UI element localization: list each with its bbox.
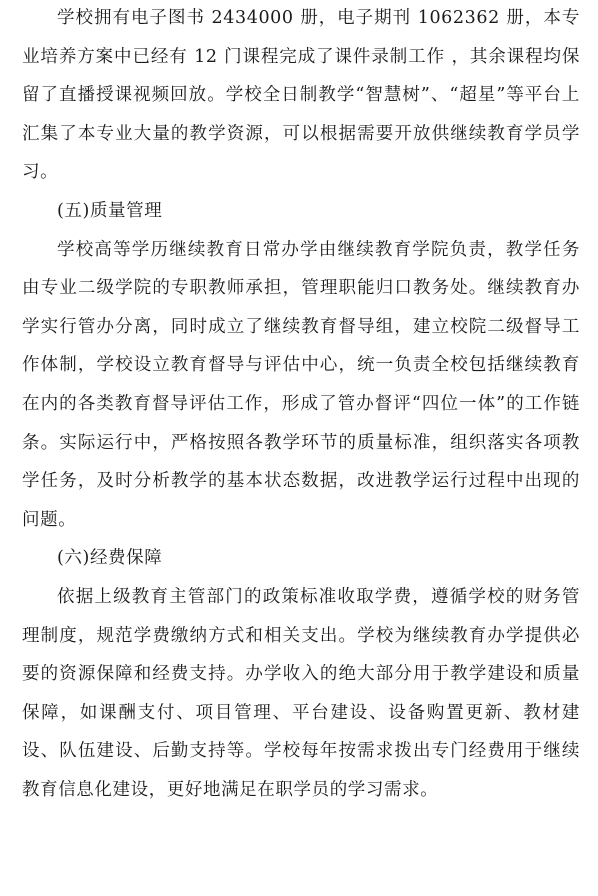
section-heading-funding: (六)经费保障	[57, 548, 163, 569]
paragraph-resources: 学校拥有电子图书 2434000 册，电子期刊 1062362 册，本专业培养方案中已经有 12 门课程完成了课件录制工作 ，其余课程均保留了直播授课视频回放。学校全日制教学“智慧树”、“超星”等平台上汇集了本专业大量的教学资源，可以根据需要开放供继续教育学员学习。	[22, 8, 580, 183]
paragraph-quality-management: 学校高等学历继续教育日常办学由继续教育学院负责，教学任务由专业二级学院的专职教师承担，管理职能归口教务处。继续教育办学实行管办分离，同时成立了继续教育督导组，建立校院二级督导工作体制，学校设立教育督导与评估中心，统一负责全校包括继续教育在内的各类教育督导评估工作，形成了管办督评“四位一体”的工作链条。实际运行中，严格按照各教学环节的质量标准，组织落实各项教学任务，及时分析教学的基本状态数据，改进教学运行过程中出现的问题。	[22, 239, 580, 530]
section-heading-quality-management: (五)质量管理	[57, 200, 163, 221]
paragraph-funding: 依据上级教育主管部门的政策标准收取学费，遵循学校的财务管理制度，规范学费缴纳方式和相关支出。学校为继续教育办学提供必要的资源保障和经费支持。办学收入的绝大部分用于教学建设和质量保障，如课酬支付、项目管理、平台建设、设备购置更新、教材建设、队伍建设、后勤支持等。学校每年按需求拨出专门经费用于继续教育信息化建设，更好地满足在职学员的学习需求。	[22, 586, 580, 800]
